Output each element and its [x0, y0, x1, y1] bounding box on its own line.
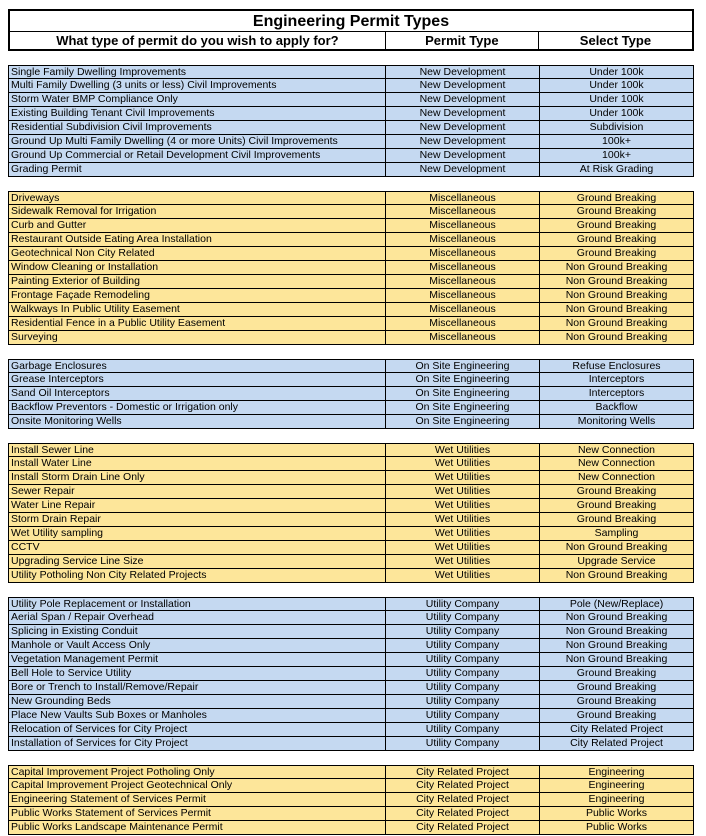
- permit-groups: [8, 51, 694, 835]
- permit-types-sheet: [8, 9, 694, 835]
- table-row[interactable]: [8, 793, 694, 807]
- select-type-cell: Non Ground Breaking: [540, 303, 694, 317]
- select-type-cell: Engineering: [540, 779, 694, 793]
- group-spacer: [8, 345, 694, 359]
- permit-type-cell: Miscellaneous: [386, 331, 540, 345]
- permit-description-cell: Walkways In Public Utility Easement: [8, 303, 386, 317]
- permit-description-cell: Public Works Landscape Maintenance Permit: [8, 821, 386, 835]
- permit-description-cell: Storm Water BMP Compliance Only: [8, 93, 386, 107]
- select-type-cell: Non Ground Breaking: [540, 275, 694, 289]
- permit-type-cell: City Related Project: [386, 807, 540, 821]
- permit-type-cell: Utility Company: [386, 667, 540, 681]
- permit-type-cell: On Site Engineering: [386, 415, 540, 429]
- permit-description-cell: Bell Hole to Service Utility: [8, 667, 386, 681]
- table-row[interactable]: [8, 93, 694, 107]
- permit-type-cell: Utility Company: [386, 709, 540, 723]
- permit-type-cell: New Development: [386, 163, 540, 177]
- table-row[interactable]: [8, 401, 694, 415]
- table-row[interactable]: [8, 611, 694, 625]
- table-row[interactable]: [8, 121, 694, 135]
- table-row[interactable]: [8, 65, 694, 79]
- select-type-cell: Monitoring Wells: [540, 415, 694, 429]
- table-row[interactable]: [8, 737, 694, 751]
- table-row[interactable]: [8, 191, 694, 205]
- select-type-cell: Ground Breaking: [540, 499, 694, 513]
- permit-type-cell: Wet Utilities: [386, 541, 540, 555]
- permit-description-cell: Driveways: [8, 191, 386, 205]
- select-type-cell: Non Ground Breaking: [540, 331, 694, 345]
- permit-type-cell: Miscellaneous: [386, 191, 540, 205]
- table-row[interactable]: [8, 723, 694, 737]
- permit-type-cell: Utility Company: [386, 681, 540, 695]
- permit-description-cell: Installation of Services for City Project: [8, 737, 386, 751]
- permit-description-cell: Sand Oil Interceptors: [8, 387, 386, 401]
- permit-type-cell: New Development: [386, 121, 540, 135]
- table-row[interactable]: [8, 233, 694, 247]
- select-type-cell: Under 100k: [540, 93, 694, 107]
- table-row[interactable]: [8, 107, 694, 121]
- table-row[interactable]: [8, 555, 694, 569]
- permit-type-cell: Utility Company: [386, 723, 540, 737]
- select-type-cell: Ground Breaking: [540, 191, 694, 205]
- group-spacer: [8, 583, 694, 597]
- table-row[interactable]: [8, 275, 694, 289]
- table-row[interactable]: [8, 709, 694, 723]
- permit-group: [8, 191, 694, 345]
- permit-description-cell: Engineering Statement of Services Permit: [8, 793, 386, 807]
- permit-description-cell: Install Water Line: [8, 457, 386, 471]
- select-type-cell: Subdivision: [540, 121, 694, 135]
- permit-description-cell: Place New Vaults Sub Boxes or Manholes: [8, 709, 386, 723]
- table-row[interactable]: [8, 443, 694, 457]
- select-type-header: Select Type: [579, 33, 652, 48]
- permit-description-cell: Install Sewer Line: [8, 443, 386, 457]
- select-type-cell: Ground Breaking: [540, 513, 694, 527]
- permit-description-cell: Existing Building Tenant Civil Improvements: [8, 107, 386, 121]
- table-row[interactable]: [8, 219, 694, 233]
- permit-description-cell: Single Family Dwelling Improvements: [8, 65, 386, 79]
- select-type-cell: Ground Breaking: [540, 233, 694, 247]
- table-row[interactable]: [8, 149, 694, 163]
- select-type-cell: 100k+: [540, 135, 694, 149]
- select-type-cell: Upgrade Service: [540, 555, 694, 569]
- table-row[interactable]: [8, 331, 694, 345]
- select-type-cell: 100k+: [540, 149, 694, 163]
- select-type-cell: New Connection: [540, 471, 694, 485]
- table-row[interactable]: [8, 639, 694, 653]
- group-spacer: [8, 429, 694, 443]
- select-type-cell: Ground Breaking: [540, 709, 694, 723]
- permit-type-cell: Miscellaneous: [386, 247, 540, 261]
- table-row[interactable]: [8, 807, 694, 821]
- select-type-cell: Backflow: [540, 401, 694, 415]
- permit-description-cell: Aerial Span / Repair Overhead: [8, 611, 386, 625]
- permit-type-cell: Utility Company: [386, 597, 540, 611]
- permit-type-cell: New Development: [386, 135, 540, 149]
- select-type-cell: Sampling: [540, 527, 694, 541]
- table-row[interactable]: [8, 541, 694, 555]
- permit-type-cell: New Development: [386, 79, 540, 93]
- select-type-cell: Under 100k: [540, 79, 694, 93]
- table-row[interactable]: [8, 821, 694, 835]
- table-row[interactable]: [8, 205, 694, 219]
- table-row[interactable]: [8, 499, 694, 513]
- permit-type-cell: On Site Engineering: [386, 401, 540, 415]
- header-row: [8, 32, 694, 51]
- group-spacer: [8, 177, 694, 191]
- select-type-cell: Non Ground Breaking: [540, 541, 694, 555]
- permit-description-cell: Capital Improvement Project Geotechnical Only: [8, 779, 386, 793]
- select-type-cell: Ground Breaking: [540, 485, 694, 499]
- select-type-cell: Ground Breaking: [540, 205, 694, 219]
- select-type-cell: Ground Breaking: [540, 247, 694, 261]
- select-type-cell: Ground Breaking: [540, 681, 694, 695]
- permit-description-cell: Manhole or Vault Access Only: [8, 639, 386, 653]
- permit-type-cell: Wet Utilities: [386, 555, 540, 569]
- permit-type-cell: Miscellaneous: [386, 289, 540, 303]
- permit-type-cell: Wet Utilities: [386, 471, 540, 485]
- permit-description-cell: Relocation of Services for City Project: [8, 723, 386, 737]
- permit-type-header: Permit Type: [386, 32, 539, 49]
- permit-description-cell: New Grounding Beds: [8, 695, 386, 709]
- table-row[interactable]: [8, 317, 694, 331]
- table-row[interactable]: [8, 415, 694, 429]
- sheet-title: Engineering Permit Types: [8, 9, 694, 32]
- permit-description-cell: Curb and Gutter: [8, 219, 386, 233]
- table-row[interactable]: [8, 625, 694, 639]
- permit-description-cell: Ground Up Multi Family Dwelling (4 or more Units) Civil Improvements: [8, 135, 386, 149]
- table-row[interactable]: [8, 303, 694, 317]
- permit-type-cell: New Development: [386, 93, 540, 107]
- table-row[interactable]: [8, 513, 694, 527]
- table-row[interactable]: [8, 485, 694, 499]
- select-type-cell: Ground Breaking: [540, 219, 694, 233]
- permit-description-cell: Upgrading Service Line Size: [8, 555, 386, 569]
- table-row[interactable]: [8, 373, 694, 387]
- permit-description-cell: Public Works Statement of Services Permit: [8, 807, 386, 821]
- group-spacer: [8, 51, 694, 65]
- permit-description-cell: Frontage Façade Remodeling: [8, 289, 386, 303]
- permit-type-cell: Miscellaneous: [386, 261, 540, 275]
- permit-description-cell: Bore or Trench to Install/Remove/Repair: [8, 681, 386, 695]
- select-type-cell: Engineering: [540, 765, 694, 779]
- permit-type-cell: New Development: [386, 149, 540, 163]
- select-type-cell: Public Works: [540, 807, 694, 821]
- permit-type-cell: On Site Engineering: [386, 359, 540, 373]
- select-type-cell: Under 100k: [540, 65, 694, 79]
- table-row[interactable]: [8, 527, 694, 541]
- permit-type-cell: New Development: [386, 107, 540, 121]
- permit-description-cell: Sewer Repair: [8, 485, 386, 499]
- permit-description-cell: Painting Exterior of Building: [8, 275, 386, 289]
- permit-type-cell: Utility Company: [386, 639, 540, 653]
- permit-description-cell: Ground Up Commercial or Retail Development Civil Improvements: [8, 149, 386, 163]
- permit-description-cell: Surveying: [8, 331, 386, 345]
- permit-description-cell: Window Cleaning or Installation: [8, 261, 386, 275]
- table-row[interactable]: [8, 457, 694, 471]
- select-type-cell: Non Ground Breaking: [540, 653, 694, 667]
- permit-description-cell: Splicing in Existing Conduit: [8, 625, 386, 639]
- permit-type-cell: City Related Project: [386, 779, 540, 793]
- select-type-cell: Pole (New/Replace): [540, 597, 694, 611]
- table-row[interactable]: [8, 387, 694, 401]
- permit-type-cell: Utility Company: [386, 695, 540, 709]
- table-row[interactable]: [8, 681, 694, 695]
- permit-type-cell: City Related Project: [386, 765, 540, 779]
- table-row[interactable]: [8, 765, 694, 779]
- table-row[interactable]: [8, 359, 694, 373]
- permit-description-cell: Capital Improvement Project Potholing Only: [8, 765, 386, 779]
- permit-type-cell: Miscellaneous: [386, 219, 540, 233]
- table-row[interactable]: [8, 779, 694, 793]
- select-type-cell: Non Ground Breaking: [540, 639, 694, 653]
- select-type-cell: Non Ground Breaking: [540, 625, 694, 639]
- permit-description-cell: Restaurant Outside Eating Area Installation: [8, 233, 386, 247]
- select-type-cell: City Related Project: [540, 723, 694, 737]
- permit-type-cell: Miscellaneous: [386, 205, 540, 219]
- permit-group: [8, 597, 694, 751]
- table-row[interactable]: [8, 79, 694, 93]
- table-row[interactable]: [8, 289, 694, 303]
- select-type-cell: Non Ground Breaking: [540, 611, 694, 625]
- permit-description-cell: Vegetation Management Permit: [8, 653, 386, 667]
- permit-type-cell: Utility Company: [386, 737, 540, 751]
- select-type-cell: Ground Breaking: [540, 695, 694, 709]
- permit-type-cell: Miscellaneous: [386, 233, 540, 247]
- select-type-cell: Interceptors: [540, 373, 694, 387]
- permit-description-cell: Utility Pole Replacement or Installation: [8, 597, 386, 611]
- permit-description-cell: Residential Fence in a Public Utility Easement: [8, 317, 386, 331]
- permit-type-cell: On Site Engineering: [386, 373, 540, 387]
- permit-type-cell: Wet Utilities: [386, 513, 540, 527]
- permit-description-cell: Residential Subdivision Civil Improvements: [8, 121, 386, 135]
- permit-type-cell: Miscellaneous: [386, 317, 540, 331]
- question-header: What type of permit do you wish to apply for?: [10, 32, 386, 49]
- table-row[interactable]: [8, 597, 694, 611]
- permit-type-cell: On Site Engineering: [386, 387, 540, 401]
- table-row[interactable]: [8, 247, 694, 261]
- select-type-cell: Public Works: [540, 821, 694, 835]
- table-row[interactable]: [8, 667, 694, 681]
- permit-description-cell: Sidewalk Removal for Irrigation: [8, 205, 386, 219]
- permit-description-cell: CCTV: [8, 541, 386, 555]
- permit-type-cell: Miscellaneous: [386, 275, 540, 289]
- select-type-cell: Non Ground Breaking: [540, 289, 694, 303]
- table-row[interactable]: [8, 695, 694, 709]
- permit-description-cell: Wet Utility sampling: [8, 527, 386, 541]
- permit-type-cell: Wet Utilities: [386, 569, 540, 583]
- permit-group: [8, 359, 694, 429]
- permit-description-cell: Water Line Repair: [8, 499, 386, 513]
- permit-type-cell: Utility Company: [386, 625, 540, 639]
- table-row[interactable]: [8, 135, 694, 149]
- permit-group: [8, 443, 694, 583]
- permit-group: [8, 765, 694, 835]
- permit-description-cell: Multi Family Dwelling (3 units or less) Civil Improvements: [8, 79, 386, 93]
- select-type-cell: At Risk Grading: [540, 163, 694, 177]
- permit-description-cell: Garbage Enclosures: [8, 359, 386, 373]
- select-type-cell: Refuse Enclosures: [540, 359, 694, 373]
- permit-type-cell: Wet Utilities: [386, 443, 540, 457]
- select-type-cell: Non Ground Breaking: [540, 569, 694, 583]
- select-type-cell: Interceptors: [540, 387, 694, 401]
- table-row[interactable]: [8, 471, 694, 485]
- permit-type-cell: Miscellaneous: [386, 303, 540, 317]
- permit-description-cell: Utility Potholing Non City Related Projects: [8, 569, 386, 583]
- table-row[interactable]: [8, 261, 694, 275]
- permit-type-cell: City Related Project: [386, 821, 540, 835]
- select-type-cell: Non Ground Breaking: [540, 261, 694, 275]
- select-type-cell: Under 100k: [540, 107, 694, 121]
- permit-type-cell: Wet Utilities: [386, 457, 540, 471]
- select-type-cell: New Connection: [540, 457, 694, 471]
- select-type-cell: Engineering: [540, 793, 694, 807]
- permit-type-cell: City Related Project: [386, 793, 540, 807]
- permit-type-cell: Wet Utilities: [386, 499, 540, 513]
- select-type-cell: Non Ground Breaking: [540, 317, 694, 331]
- group-spacer: [8, 751, 694, 765]
- table-row[interactable]: [8, 163, 694, 177]
- permit-description-cell: Storm Drain Repair: [8, 513, 386, 527]
- permit-type-cell: Wet Utilities: [386, 485, 540, 499]
- permit-description-cell: Install Storm Drain Line Only: [8, 471, 386, 485]
- permit-description-cell: Backflow Preventors - Domestic or Irrigation only: [8, 401, 386, 415]
- permit-description-cell: Grading Permit: [8, 163, 386, 177]
- select-type-cell: New Connection: [540, 443, 694, 457]
- permit-type-cell: Utility Company: [386, 611, 540, 625]
- permit-type-cell: New Development: [386, 65, 540, 79]
- select-type-cell: Ground Breaking: [540, 667, 694, 681]
- permit-description-cell: Onsite Monitoring Wells: [8, 415, 386, 429]
- permit-group: [8, 65, 694, 177]
- select-type-cell: City Related Project: [540, 737, 694, 751]
- table-row[interactable]: [8, 653, 694, 667]
- permit-description-cell: Geotechnical Non City Related: [8, 247, 386, 261]
- permit-type-cell: Wet Utilities: [386, 527, 540, 541]
- table-row[interactable]: [8, 569, 694, 583]
- permit-description-cell: Grease Interceptors: [8, 373, 386, 387]
- permit-type-cell: Utility Company: [386, 653, 540, 667]
